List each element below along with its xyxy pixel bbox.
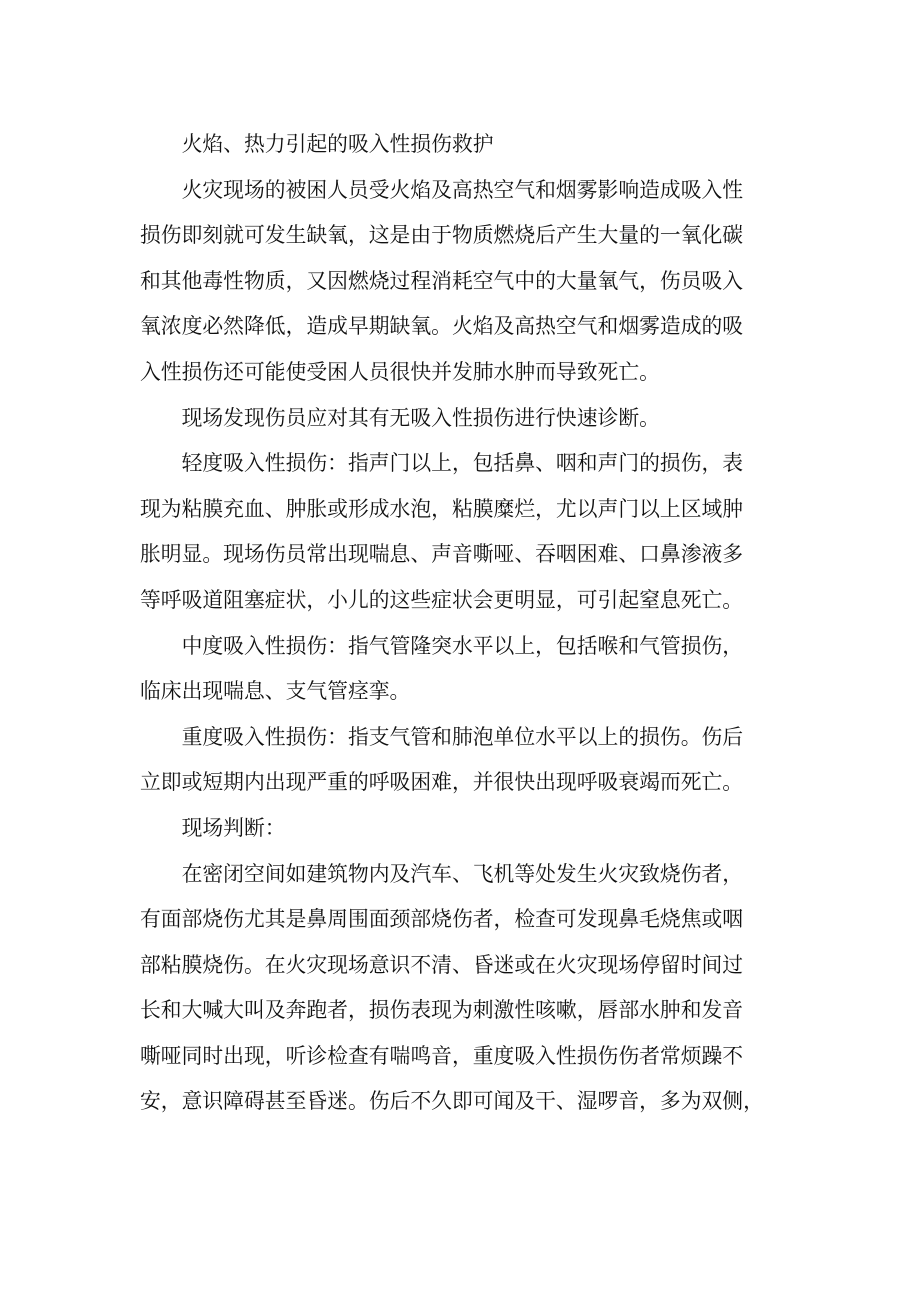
text-line: 现场发现伤员应对其有无吸入性损伤进行快速诊断。 — [181, 405, 660, 430]
text-line: 现场判断： — [181, 815, 286, 840]
text-line: 入性损伤还可能使受困人员很快并发肺水肿而导致死亡。 — [140, 359, 660, 384]
text-line: 损伤即刻就可发生缺氧，这是由于物质燃烧后产生大量的一氧化碳 — [140, 223, 744, 248]
text-line: 火灾现场的被困人员受火焰及高热空气和烟雾影响造成吸入性 — [181, 177, 744, 202]
text-line: 重度吸入性损伤：指支气管和肺泡单位水平以上的损伤。伤后 — [181, 724, 744, 749]
document-title: 火焰、热力引起的吸入性损伤救护 — [181, 132, 494, 156]
paragraph-diagnosis — [140, 396, 770, 442]
text-line: 现为粘膜充血、肿胀或形成水泡，粘膜糜烂，尤以声门以上区域肿 — [140, 496, 744, 521]
text-line: 中度吸入性损伤：指气管隆突水平以上，包括喉和气管损伤， — [181, 633, 744, 658]
text-line: 长和大喊大叫及奔跑者，损伤表现为刺激性咳嗽，唇部水肿和发音 — [140, 998, 744, 1023]
text-line: 临床出现喘息、支气管痉挛。 — [140, 679, 411, 704]
text-line: 等呼吸道阻塞症状，小儿的这些症状会更明显，可引起窒息死亡。 — [140, 587, 744, 612]
text-line: 部粘膜烧伤。在火灾现场意识不清、昏迷或在火灾现场停留时间过 — [140, 952, 744, 977]
text-line: 和其他毒性物质，又因燃烧过程消耗空气中的大量氧气，伤员吸入 — [140, 268, 744, 293]
text-line: 嘶哑同时出现，听诊检查有喘鸣音，重度吸入性损伤伤者常烦躁不 — [140, 1043, 744, 1068]
text-line: 轻度吸入性损伤：指声门以上，包括鼻、咽和声门的损伤，表 — [181, 451, 744, 476]
text-line: 有面部烧伤尤其是鼻周围面颈部烧伤者，检查可发现鼻毛烧焦或咽 — [140, 907, 744, 932]
paragraph-moderate-injury — [140, 624, 770, 715]
paragraph-onsite-judgement — [140, 852, 770, 1126]
text-line: 氧浓度必然降低，造成早期缺氧。火焰及高热空气和烟雾造成的吸 — [140, 314, 744, 339]
text-line: 立即或短期内出现严重的呼吸困难，并很快出现呼吸衰竭而死亡。 — [140, 770, 744, 795]
paragraph-intro — [140, 168, 770, 396]
document-page — [140, 122, 770, 1125]
text-line: 安，意识障碍甚至昏迷。伤后不久即可闻及干、湿啰音，多为双侧， — [140, 1089, 764, 1114]
text-line: 胀明显。现场伤员常出现喘息、声音嘶哑、吞咽困难、口鼻渗液多 — [140, 542, 744, 567]
paragraph-severe-injury — [140, 715, 770, 806]
paragraph-mild-injury — [140, 441, 770, 623]
paragraph-onsite-judgement-heading — [140, 806, 770, 852]
text-line: 在密闭空间如建筑物内及汽车、飞机等处发生火灾致烧伤者， — [181, 861, 744, 886]
